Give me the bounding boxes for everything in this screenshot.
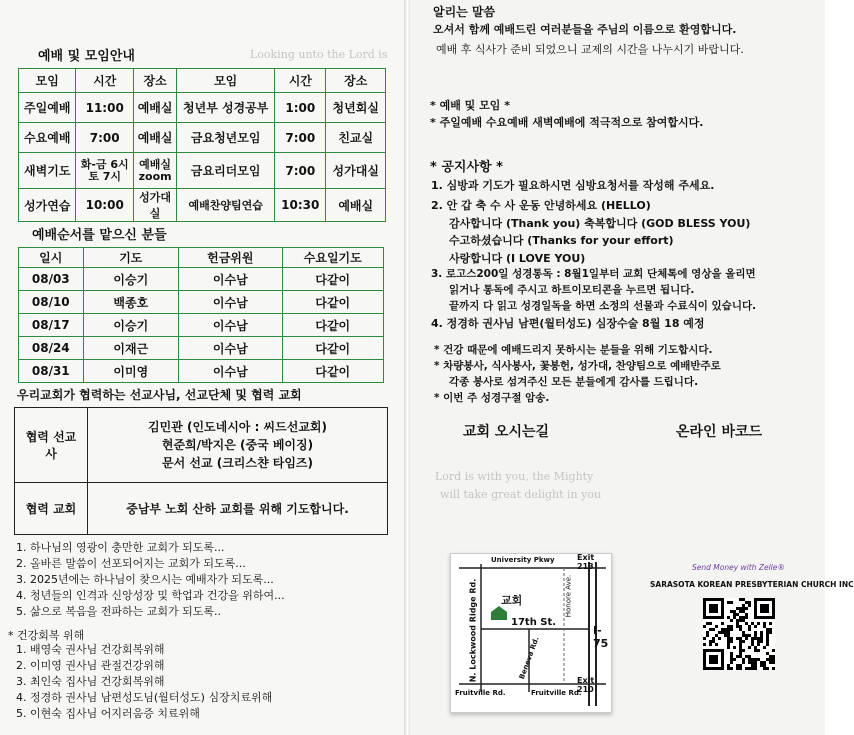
map-label: 17th St. [511,617,557,628]
servers-title: 예배순서를 맡으신 분들 [32,228,167,243]
right-page: Lord is with you, the Mighty will take great delight in you [410,0,825,735]
missionary-line: 현준희/박지은 (중국 베이징) [161,438,314,452]
directions-title: 교회 오시는길 [463,424,550,440]
schedule-cell: 새벽기도 [19,153,76,189]
missions-title: 우리교회가 협력하는 선교사님, 선교단체 및 협력 교회 [17,388,302,402]
qr-code-graphic [703,598,775,670]
schedule-cell: 주일예배 [19,93,76,123]
health-item: 2. 이미영 권사님 관절건강위해 [16,659,165,672]
schedule-cell: 수요예배 [19,123,76,153]
notice-line: 수고하셨습니다 (Thanks for your effort) [449,234,674,247]
worship-line: * 예배 및 모임 * [430,99,510,112]
notice-line: 감사합니다 (Thank you) 축복합니다 (GOD BLESS YOU) [449,217,751,230]
servers-cell: 08/31 [19,360,84,383]
servers-table [18,247,384,383]
missions-list [88,408,388,483]
schedule-cell: 화-금 6시 토 7시 [76,153,133,189]
map-label: 교회 [501,594,523,607]
servers-cell: 이재근 [83,337,179,360]
schedule-table [18,68,386,222]
schedule-cell: 10:30 [275,189,326,222]
map-label: Exit 210 [577,676,595,694]
schedule-cell: 10:00 [76,189,133,222]
extra-line: * 건강 때문에 예배드리지 못하시는 분들을 위해 기도합시다. [434,344,713,356]
notice-line: 1. 심방과 기도가 필요하시면 심방요청서를 작성해 주세요. [431,179,715,192]
servers-cell: 다같이 [282,337,383,360]
notice-line: 4. 정경하 권사님 남편(월터성도) 심장수술 8월 18 예정 [431,317,705,330]
servers-cell: 다같이 [282,291,383,314]
schedule-cell: 성가연습 [19,189,76,222]
missionary-line: 김민관 (인도네시아 : 씨드선교회) [148,420,327,434]
servers-cell: 백종호 [83,291,179,314]
extra-line: * 이번 주 성경구절 암송. [434,392,550,404]
notice-line: 3. 로고스200일 성경통독 : 8월1일부터 교회 단체톡에 영상을 올리면 [431,268,756,280]
schedule-cell: 예배실 zoom [133,153,176,189]
notice-line: 읽거나 통독에 주시고 하트이모티콘을 누르면 됩니다. [449,284,695,296]
map-label: Honore Ave. [564,574,573,618]
health-item: 3. 최인숙 집사님 건강회복위해 [16,675,165,688]
servers-cell: 이수남 [179,314,282,337]
extra-line: * 차량봉사, 식사봉사, 꽃봉헌, 성가대, 찬양팀으로 예배반주로 [434,360,721,372]
schedule-cell: 성가대실 [133,189,176,222]
servers-cell: 다같이 [282,314,383,337]
notice-line: 2. 안 갑 축 수 사 운동 안녕하세요 (HELLO) [431,199,651,212]
missions-table [14,407,388,535]
health-item: 1. 배영숙 권사님 건강회복위해 [16,643,165,656]
schedule-header: 모임 [19,69,76,93]
prayer-item: 4. 청년들의 인격과 신앙성장 및 학업과 건강을 위하여... [16,589,285,602]
schedule-cell: 친교실 [326,123,386,153]
welcome-title: 알리는 말씀 [433,5,496,19]
missionary-line: 문서 선교 (크리스챤 타임즈) [161,456,313,470]
schedule-header: 시간 [76,69,133,93]
left-page: Looking unto the Lord is 예배 및 모임안내 모임 시간 장소 모임 시간 장소 주일예배 11:00 예배실 청년부 성경공부 1:00 청년회실 수요예배 7:00 예배실 금요청년모임 7:00 친교실 새벽기도 화-금 6시 토 7시 예배실 zoom 금요리더모임 7:00 성가대실 성가연습 10:00 성가대실 예배찬양팀연습 10:30 예배실 예배순서를 맡으신 분들 일시 기도 헌금위원 수요일기도 08/03 이승기 이수남 다같이 08/10 백종호 이수남 다같이 08/17 이승기 이수남 다같이 08/24 이재근 이수남 다같이 08/31 이미영 이수남 다같이 우리교회가 협력하는 선교사님, 선교단체 및 협력 교회 협력 선교사 김민관 (인도네시아 : 씨드선교회) 현준희/박지은 (중국 베이징) 문서 선교 (크리스챤 타임즈) 협력 교회 중남부 노회 산하 교회를 위해 기도합니다. 1. 하나님의 영광이 충만한 교회가 되도록... 2. 올바른 말씀이 선포되어지는 교회가 되도록... 3. 2025년에는 하나님이 찾으시는 예배자가 되도록... 4. 청년들의 인격과 신앙성장 및 학업과 건강을 위하여... 5. 삶으로 복음을 전파하는 교회가 되도록.. * 건강회복 위해 1. 배영숙 권사님 건강회복위해 2. 이미영 권사님 관절건강위해 3. 최인숙 집사님 건강회복위해 4. 정경하 권사님 남편성도님(월터성도) 심장치료위해 5. 이현숙 집사님 어지러움증 치료위해 [0,0,406,735]
schedule-cell: 금요청년모임 [177,123,275,153]
health-item: 5. 이현숙 집사님 어지러움증 치료위해 [16,707,200,720]
servers-cell: 이수남 [179,268,282,291]
org-name: SARASOTA KOREAN PRESBYTERIAN CHURCH INC [650,580,854,589]
schedule-header: 장소 [133,69,176,93]
schedule-cell: 성가대실 [326,153,386,189]
schedule-cell: 금요리더모임 [177,153,275,189]
notice-line: 사랑합니다 (I LOVE YOU) [449,252,586,265]
servers-header: 헌금위원 [179,248,282,268]
worship-line: * 주일예배 수요예배 새벽예배에 적극적으로 참여합시다. [430,116,704,129]
map-label: Beneva Rd. [517,635,541,681]
map-label: Exit 213 [577,553,595,571]
schedule-header: 시간 [275,69,326,93]
servers-header: 수요일기도 [282,248,383,268]
servers-header: 일시 [19,248,84,268]
prayer-item: 2. 올바른 말씀이 선포되어지는 교회가 되도록... [16,557,246,570]
servers-header: 기도 [83,248,179,268]
qr-code[interactable] [703,598,775,670]
schedule-cell: 예배찬양팀연습 [177,189,275,222]
servers-cell: 다같이 [282,360,383,383]
partner-church-label: 협력 교회 [15,483,88,535]
schedule-cell: 예배실 [133,123,176,153]
prayer-item: 1. 하나님의 영광이 충만한 교회가 되도록... [16,541,225,554]
notice-line: 끝까지 다 읽고 성경일독을 하면 소정의 선물과 수료식이 있습니다. [449,300,757,312]
church-map [450,553,612,713]
notice-title: * 공지사항 * [430,160,503,175]
schedule-title: 예배 및 모임안내 [38,49,135,64]
schedule-cell: 예배실 [133,93,176,123]
prayer-item: 3. 2025년에는 하나님이 찾으시는 예배자가 되도록... [16,573,274,586]
schedule-cell: 청년부 성경공부 [177,93,275,123]
health-list [16,642,272,722]
welcome-line: 예배 후 식사가 준비 되었으니 교제의 시간을 나누시기 바랍니다. [436,43,744,56]
servers-cell: 다같이 [282,268,383,291]
partner-church-text: 중남부 노회 산하 교회를 위해 기도합니다. [88,483,388,535]
map-label: N. Lockwood Ridge Rd. [468,578,478,683]
servers-cell: 08/03 [19,268,84,291]
map-label: Fruitville Rd. [455,689,506,697]
schedule-cell: 7:00 [275,153,326,189]
servers-cell: 08/17 [19,314,84,337]
schedule-cell: 7:00 [76,123,133,153]
servers-cell: 이수남 [179,337,282,360]
servers-cell: 이승기 [83,268,179,291]
health-title: * 건강회복 위해 [8,629,85,642]
welcome-line: 오셔서 함께 예배드린 여러분들을 주님의 이름으로 환영합니다. [433,23,737,36]
servers-cell: 08/10 [19,291,84,314]
servers-cell: 이수남 [179,360,282,383]
map-label: I-75 [593,624,609,650]
servers-cell: 이미영 [83,360,179,383]
map-label: Fruitville Rd. [531,689,582,697]
health-item: 4. 정경하 권사님 남편성도님(월터성도) 심장치료위해 [16,691,273,704]
prayer-list [16,540,285,620]
schedule-header: 모임 [177,69,275,93]
zelle-label: Send Money with Zelle® [692,563,785,572]
schedule-cell: 11:00 [76,93,133,123]
missions-label: 협력 선교사 [15,408,88,483]
servers-cell: 이승기 [83,314,179,337]
barcode-title: 온라인 바코드 [676,424,763,440]
schedule-cell: 1:00 [275,93,326,123]
extra-line: 각종 봉사로 섬겨주신 모든 분들에게 감사를 드립니다. [449,376,699,388]
schedule-cell: 7:00 [275,123,326,153]
schedule-header: 장소 [326,69,386,93]
servers-cell: 08/24 [19,337,84,360]
prayer-item: 5. 삶으로 복음을 전파하는 교회가 되도록.. [16,605,221,618]
map-label: University Pkwy [491,556,555,564]
servers-cell: 이수남 [179,291,282,314]
schedule-cell: 청년회실 [326,93,386,123]
schedule-cell: 예배실 [326,189,386,222]
